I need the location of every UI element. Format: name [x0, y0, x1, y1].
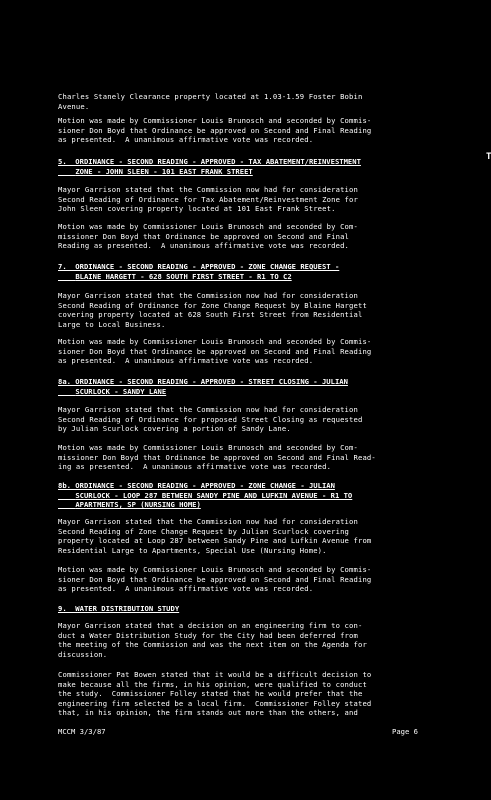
- paragraph-property-clearance: Charles Stanely Clearance property located at 1.03-1.59 Foster Bobin Avenue.: [58, 92, 363, 111]
- paragraph-item-7-statement: Mayor Garrison stated that the Commission now had for consideration Second Reading of Ordinance for Zone Change Request by Blaine Hargett covering property located at 628 South First Street from Residential Large to Local Business.: [58, 291, 367, 329]
- paragraph-item-9-intro: Mayor Garrison stated that a decision on an engineering firm to con- duct a Water Distribution Study for the City had been deferred from the meeting of the Commission and was the next item on the Agenda for discussion.: [58, 621, 367, 659]
- paragraph-item-7-motion: Motion was made by Commissioner Louis Brunosch and seconded by Commis- sioner Don Boyd that Ordinance be approved on Second and Final Reading as presented. A unanimous affirmative vote was recorded.: [58, 337, 372, 366]
- heading-item-7: 7. ORDINANCE - SECOND READING - APPROVED - ZONE CHANGE REQUEST - BLAINE HARGETT - 628 SOUTH FIRST STREET - R1 TO C2: [58, 262, 340, 281]
- paragraph-item-5-motion: Motion was made by Commissioner Louis Brunosch and seconded by Com- missioner Don Boyd that Ordinance be approved on Second and Final Reading as presented. A unanimous affirmative vote was recorded.: [58, 222, 358, 251]
- paragraph-item-5-statement: Mayor Garrison stated that the Commission now had for consideration Second Reading of Ordinance for Tax Abatement/Reinvestment Zone for John Sleen covering property located at 101 East Frank Street.: [58, 185, 358, 214]
- paragraph-item-8b-statement: Mayor Garrison stated that the Commission now had for consideration Second Reading of Zone Change Request by Julian Scurlock covering property located at Loop 287 between Sandy Pine and Lufkin Avenue from Residential Large to Apartments, Special Use (Nursing Home).: [58, 517, 372, 555]
- heading-item-5: 5. ORDINANCE - SECOND READING - APPROVED - TAX ABATEMENT/REINVESTMENT ZONE - JOHN SLEEN - 101 EAST FRANK STREET: [58, 157, 361, 176]
- paragraph-item-8b-motion: Motion was made by Commissioner Louis Brunosch and seconded by Commis- sioner Don Boyd that Ordinance be approved on Second and Final Reading as presented. A unanimous affirmative vote was recorded.: [58, 565, 372, 594]
- paragraph-motion-1: Motion was made by Commissioner Louis Brunosch and seconded by Commis- sioner Don Boyd that Ordinance be approved on Second and Final Reading as presented. A unanimous affirmative vote was recorded.: [58, 116, 372, 145]
- heading-item-8b: 8b. ORDINANCE - SECOND READING - APPROVED - ZONE CHANGE - JULIAN SCURLOCK - LOOP 287 BETWEEN SANDY PINE AND LUFKIN AVENUE - R1 TO APARTMENTS, SP (NURSING HOME): [58, 481, 353, 510]
- footer-date: MCCM 3/3/87: [58, 727, 106, 736]
- paragraph-item-9-discussion: Commissioner Pat Bowen stated that it would be a difficult decision to make because all the firms, in his opinion, were qualified to conduct the study. Commissioner Folley stated that he would prefer that the engineering firm selected be a local firm. Commissioner Folley stated that, in his opinion, the firm stands out more than the others, and: [58, 670, 372, 718]
- margin-marker: T: [486, 152, 491, 162]
- paragraph-item-8a-motion: Motion was made by Commissioner Louis Brunosch and seconded by Com- missioner Don Boyd that Ordinance be approved on Second and Final Read- ing as presented. A unanimous affirmative vote was recorded.: [58, 443, 376, 472]
- paragraph-item-8a-statement: Mayor Garrison stated that the Commission now had for consideration Second Reading of Ordinance for proposed Street Closing as requested by Julian Scurlock covering a portion of Sandy Lane.: [58, 405, 363, 434]
- footer-page-number: Page 6: [392, 727, 418, 736]
- heading-item-9: 9. WATER DISTRIBUTION STUDY: [58, 604, 180, 613]
- heading-item-8a: 8a. ORDINANCE - SECOND READING - APPROVED - STREET CLOSING - JULIAN SCURLOCK - SANDY LANE: [58, 377, 348, 396]
